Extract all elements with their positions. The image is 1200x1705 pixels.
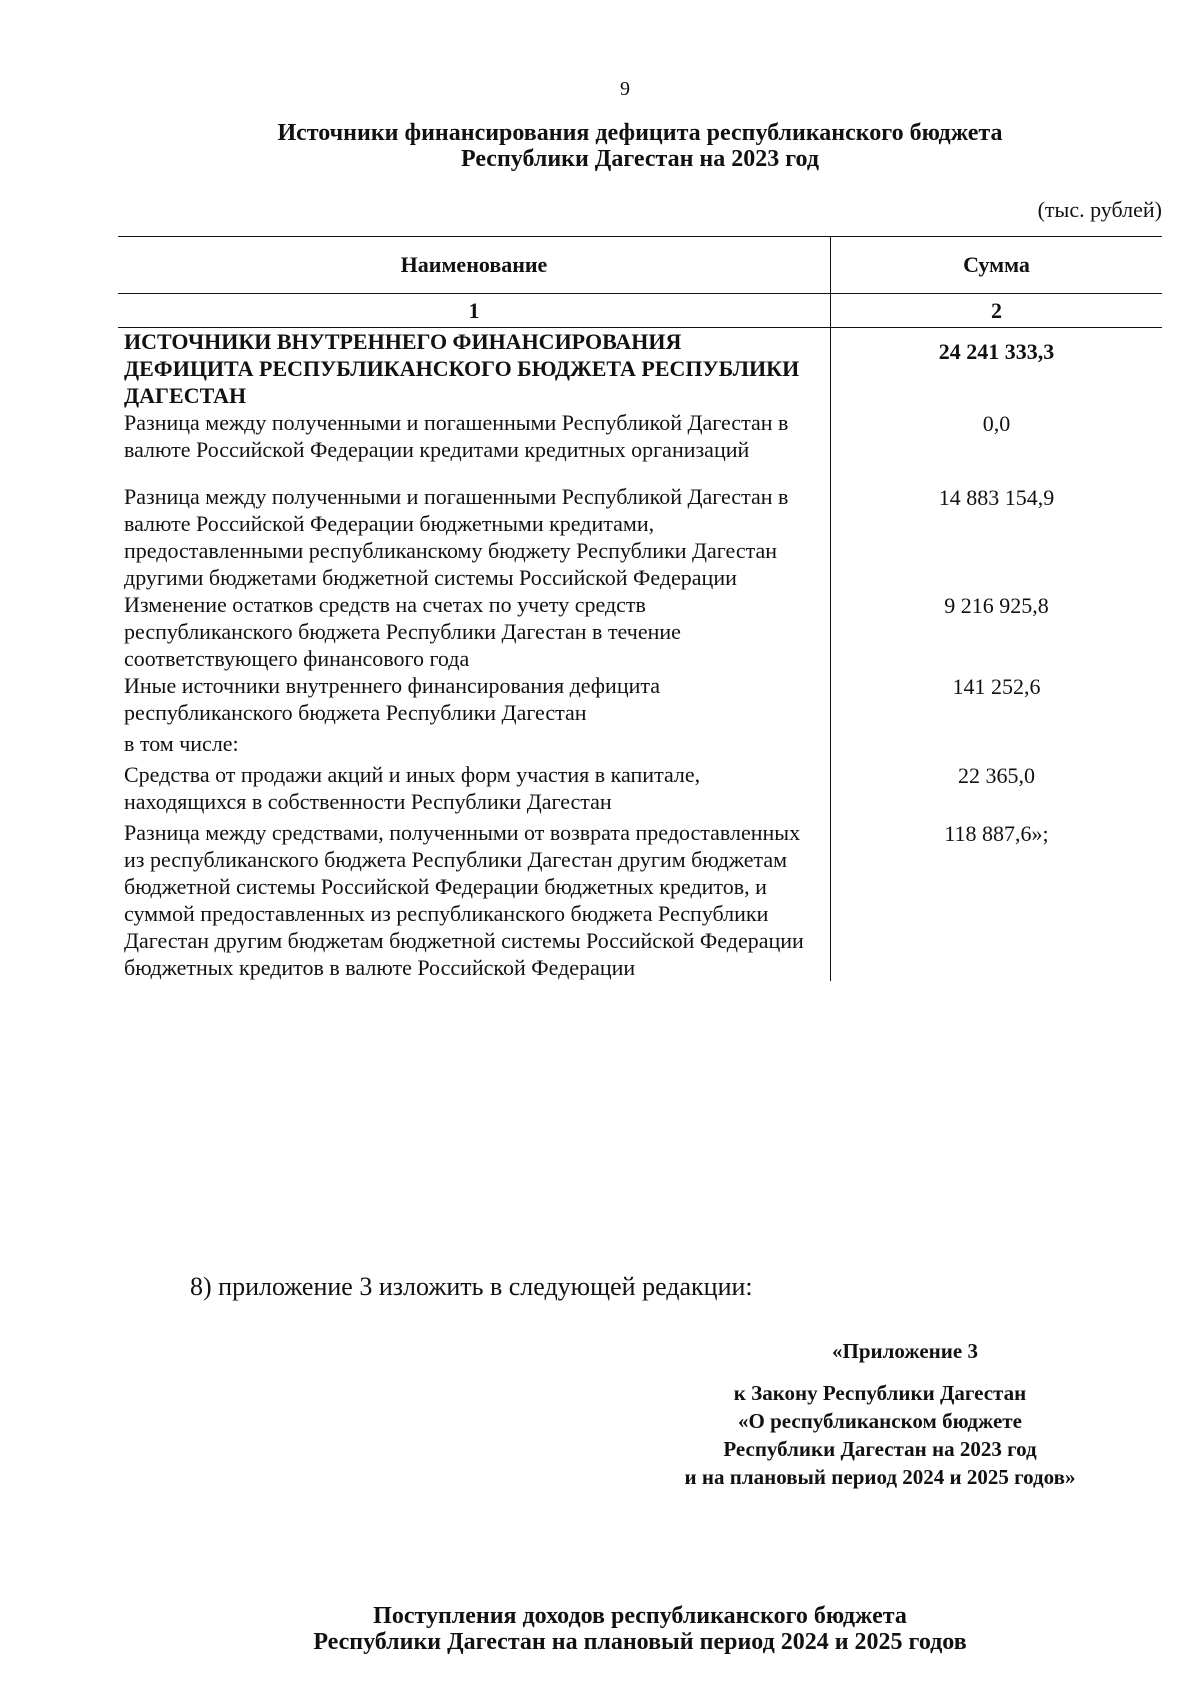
title-line-2: Республики Дагестан на 2023 год	[461, 146, 819, 172]
including-label: в том числе:	[124, 731, 239, 756]
revenue-title-line-1: Поступления доходов республиканского бюджета	[373, 1603, 907, 1629]
column-number-row	[118, 294, 1162, 328]
table-row	[118, 409, 1162, 483]
row-amount: 9 216 925,8	[831, 591, 1163, 672]
including-row	[118, 730, 1162, 761]
row-name: Средства от продажи акций и иных форм участия в капитале, находящихся в собственности Республики Дагестан	[124, 762, 701, 814]
row-name: Разница между средствами, полученными от возврата предоставленных из республиканского бюджета Республики Дагестан другим бюджетам бюджетной системы Российской Федерации бюджетных кредитов, и суммой предоставленных из республиканского бюджета Республики Дагестан другим бюджетам бюджетной системы Российской Федерации бюджетных кредитов в валюте Российской Федерации	[124, 820, 804, 980]
row-amount: 0,0	[831, 409, 1163, 483]
appendix-line-2: «О республиканском бюджете	[738, 1409, 1022, 1433]
table-row	[118, 761, 1162, 819]
column-header-name: Наименование	[118, 237, 831, 294]
revenue-title-line-2: Республики Дагестан на плановый период 2024 и 2025 годов	[313, 1629, 967, 1655]
appendix-line-1: к Закону Республики Дагестан	[733, 1381, 1027, 1405]
section-name: ИСТОЧНИКИ ВНУТРЕННЕГО ФИНАНСИРОВАНИЯ ДЕФИЦИТА РЕСПУБЛИКАНСКОГО БЮДЖЕТА РЕСПУБЛИКИ ДАГЕСТАН	[124, 329, 800, 408]
row-name: Разница между полученными и погашенными Республикой Дагестан в валюте Российской Федерации кредитами кредитных организаций	[124, 410, 789, 462]
row-amount: 141 252,6	[831, 672, 1163, 730]
appendix-line-4: и на плановый период 2024 и 2025 годов»	[684, 1465, 1076, 1489]
table-row	[118, 483, 1162, 591]
appendix-label: «Приложение 3	[832, 1339, 978, 1363]
financing-sources-table	[118, 236, 1162, 981]
revenue-title	[140, 1603, 1140, 1655]
document-title	[140, 120, 1140, 172]
column-header-amount: Сумма	[831, 237, 1163, 294]
unit-label: (тыс. рублей)	[1037, 197, 1162, 222]
section-amount: 24 241 333,3	[831, 328, 1163, 410]
table-row	[118, 819, 1162, 981]
title-line-1: Источники финансирования дефицита республиканского бюджета	[277, 120, 1003, 146]
row-name: Иные источники внутреннего финансирования дефицита республиканского бюджета Республики Дагестан	[124, 673, 661, 725]
page-number: 9	[620, 78, 630, 100]
column-number-1: 1	[118, 294, 831, 328]
table-section-row	[118, 328, 1162, 410]
row-amount: 118 887,6»;	[831, 819, 1163, 981]
appendix-line-3: Республики Дагестан на 2023 год	[723, 1437, 1037, 1461]
row-amount: 22 365,0	[831, 761, 1163, 819]
column-number-2: 2	[831, 294, 1163, 328]
table-row	[118, 591, 1162, 672]
table-row	[118, 672, 1162, 730]
table-header-row	[118, 237, 1162, 294]
row-name: Изменение остатков средств на счетах по учету средств республиканского бюджета Республики Дагестан в течение соответствующего финансового года	[124, 592, 681, 671]
appendix-header	[600, 1337, 1160, 1491]
amendment-instruction: 8) приложение 3 изложить в следующей редакции:	[190, 1272, 753, 1301]
row-amount: 14 883 154,9	[831, 483, 1163, 591]
row-name: Разница между полученными и погашенными Республикой Дагестан в валюте Российской Федерации бюджетными кредитами, предоставленными республиканскому бюджету Республики Дагестан другими бюджетами бюджетной системы Российской Федерации	[124, 484, 789, 590]
